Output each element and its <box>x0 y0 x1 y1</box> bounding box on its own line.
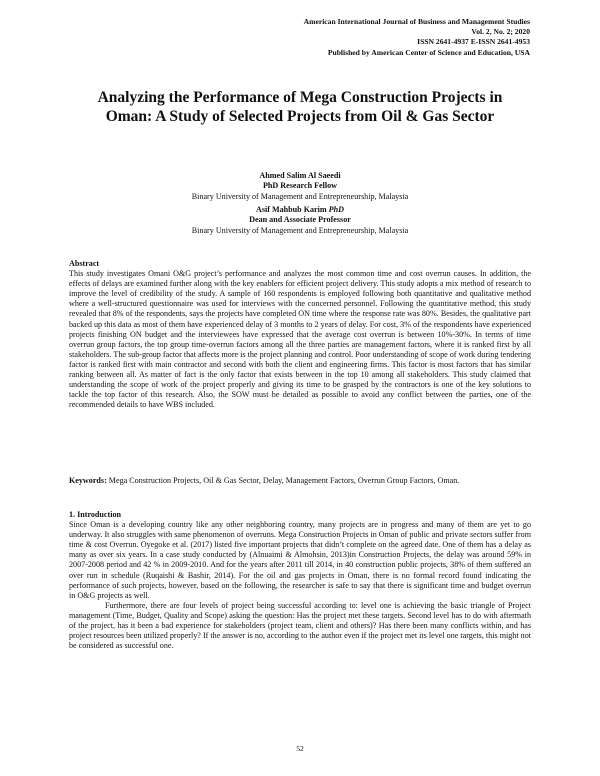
author-role: PhD Research Fellow <box>262 181 338 191</box>
author-role: Dean and Associate Professor <box>249 215 351 225</box>
journal-issn: ISSN 2641-4937 E-ISSN 2641-4953 <box>417 37 530 47</box>
abstract-heading: Abstract <box>69 259 100 268</box>
keywords-section <box>69 476 531 486</box>
journal-publisher: Published by American Center of Science and Education, USA <box>327 47 530 57</box>
abstract-section <box>69 259 531 410</box>
author-block-2 <box>60 205 540 236</box>
introduction-section <box>69 510 531 651</box>
page-number: 52 <box>296 744 304 753</box>
paper-title <box>40 88 560 126</box>
abstract-text: This study investigates Omani O&G project’s performance and analyzes the most common time and cost overrun causes. In addition, the effects of delays are examined further along with the key enablers for efficient project delivery. This study adopts a mix method of research to improve the level of credibility of the study. A sample of 160 respondents is employed following both quantitative and qualitative method where a well-structured questionnaire was used for interviews with the concerned personnel. Following the quantitative method, this study revealed that 8% of the respondents, says the projects have completed ON time where the response rate was 80%. Besides, the qualitative part backed up this data as most of them have experienced delay of 3 months to 2 years of delay. For cost, 3% of the respondents have experienced projects finishing ON budget and the interviewees have expressed that the average cost overrun is between 10%-30%. In terms of time overrun group factors, the top group time-overrun factors among all the three parties are management factors, where it is ranked first by all stakeholders. The sub-group factor that affects more is the project planning and control. Poor understanding of scope of work during tendering factor is ranked first with main contractor and second with both the client and engineering firms. This factor is most factors that has similar ranking between all. As matter of fact is the only factor that exists between in the top 10 among all stakeholders. This study claimed that understanding the scope of work of the project properly and giving its time to be grasped by the contractors is one of the key solutions to tackle the top factor of this research. Also, the SOW must be detailed as possible to avoid any conflict between the parties, one of the recommended details to have WBS included. <box>69 269 531 410</box>
author-block-1 <box>60 171 540 202</box>
author-affiliation: Binary University of Management and Entrepreneurship, Malaysia <box>191 225 409 235</box>
author-affiliation: Binary University of Management and Entrepreneurship, Malaysia <box>191 191 409 201</box>
introduction-paragraph-2: Furthermore, there are four levels of project being successful according to: level one is achieving the basic triangle of Project management (Time, Budget, Quality and Scope) asking the question: Has the project met these targets. Second level has to do with aftermath of the project, has it been a bad experience for stakeholders (project team, client and others)? Has there been many conflicts within, and has project resources been utilized properly? If the answer is no, according to the author even if the project met its level one targets, this might not be considered as successful one. <box>69 600 531 651</box>
journal-header <box>304 17 530 58</box>
introduction-paragraph-1: Since Oman is a developing country like any other neighboring country, many projects are in progress and many of them are yet to go underway. It also struggles with same phenomenon of overruns. Mega Construction Projects in Oman of public and private sectors suffer from time & cost Overrun. Oyegoke et al. (2017) listed five important projects that didn’t complete on the agreed date. One of them has a delay as many as over six years. In a case study conducted by (Alnuaimi & Almohsin, 2013)in Construction Projects, the delay was around 59% in 2007-2008 period and 42 % in 2009-2010. And for the years after 2011 till 2014, in 40 construction public projects, 38% of them suffered an over run in schedule (Ruqaishi & Bashir, 2014). For the oil and gas projects in Oman, there is no formal record found indicating the performance of such projects, however, based on the following, the researcher is safe to say that there is significant time and budget overrun in O&G projects as well. <box>69 520 531 600</box>
journal-volume: Vol. 2, No. 2; 2020 <box>471 27 530 37</box>
keywords-text: Mega Construction Projects, Oil & Gas Sector, Delay, Management Factors, Overrun Group Factors, Oman. <box>108 476 460 485</box>
keywords-label: Keywords: <box>69 476 107 485</box>
introduction-heading: 1. Introduction <box>69 510 122 519</box>
journal-name: American International Journal of Business and Management Studies <box>303 17 530 26</box>
title-line-1: Analyzing the Performance of Mega Construction Projects in <box>97 89 503 106</box>
title-line-2: Oman: A Study of Selected Projects from Oil & Gas Sector <box>105 108 495 125</box>
author-name: Asif Mahbub Karim <box>256 205 327 214</box>
author-degree: PhD <box>328 205 344 214</box>
author-name: Ahmed Salim Al Saeedi <box>259 171 341 180</box>
